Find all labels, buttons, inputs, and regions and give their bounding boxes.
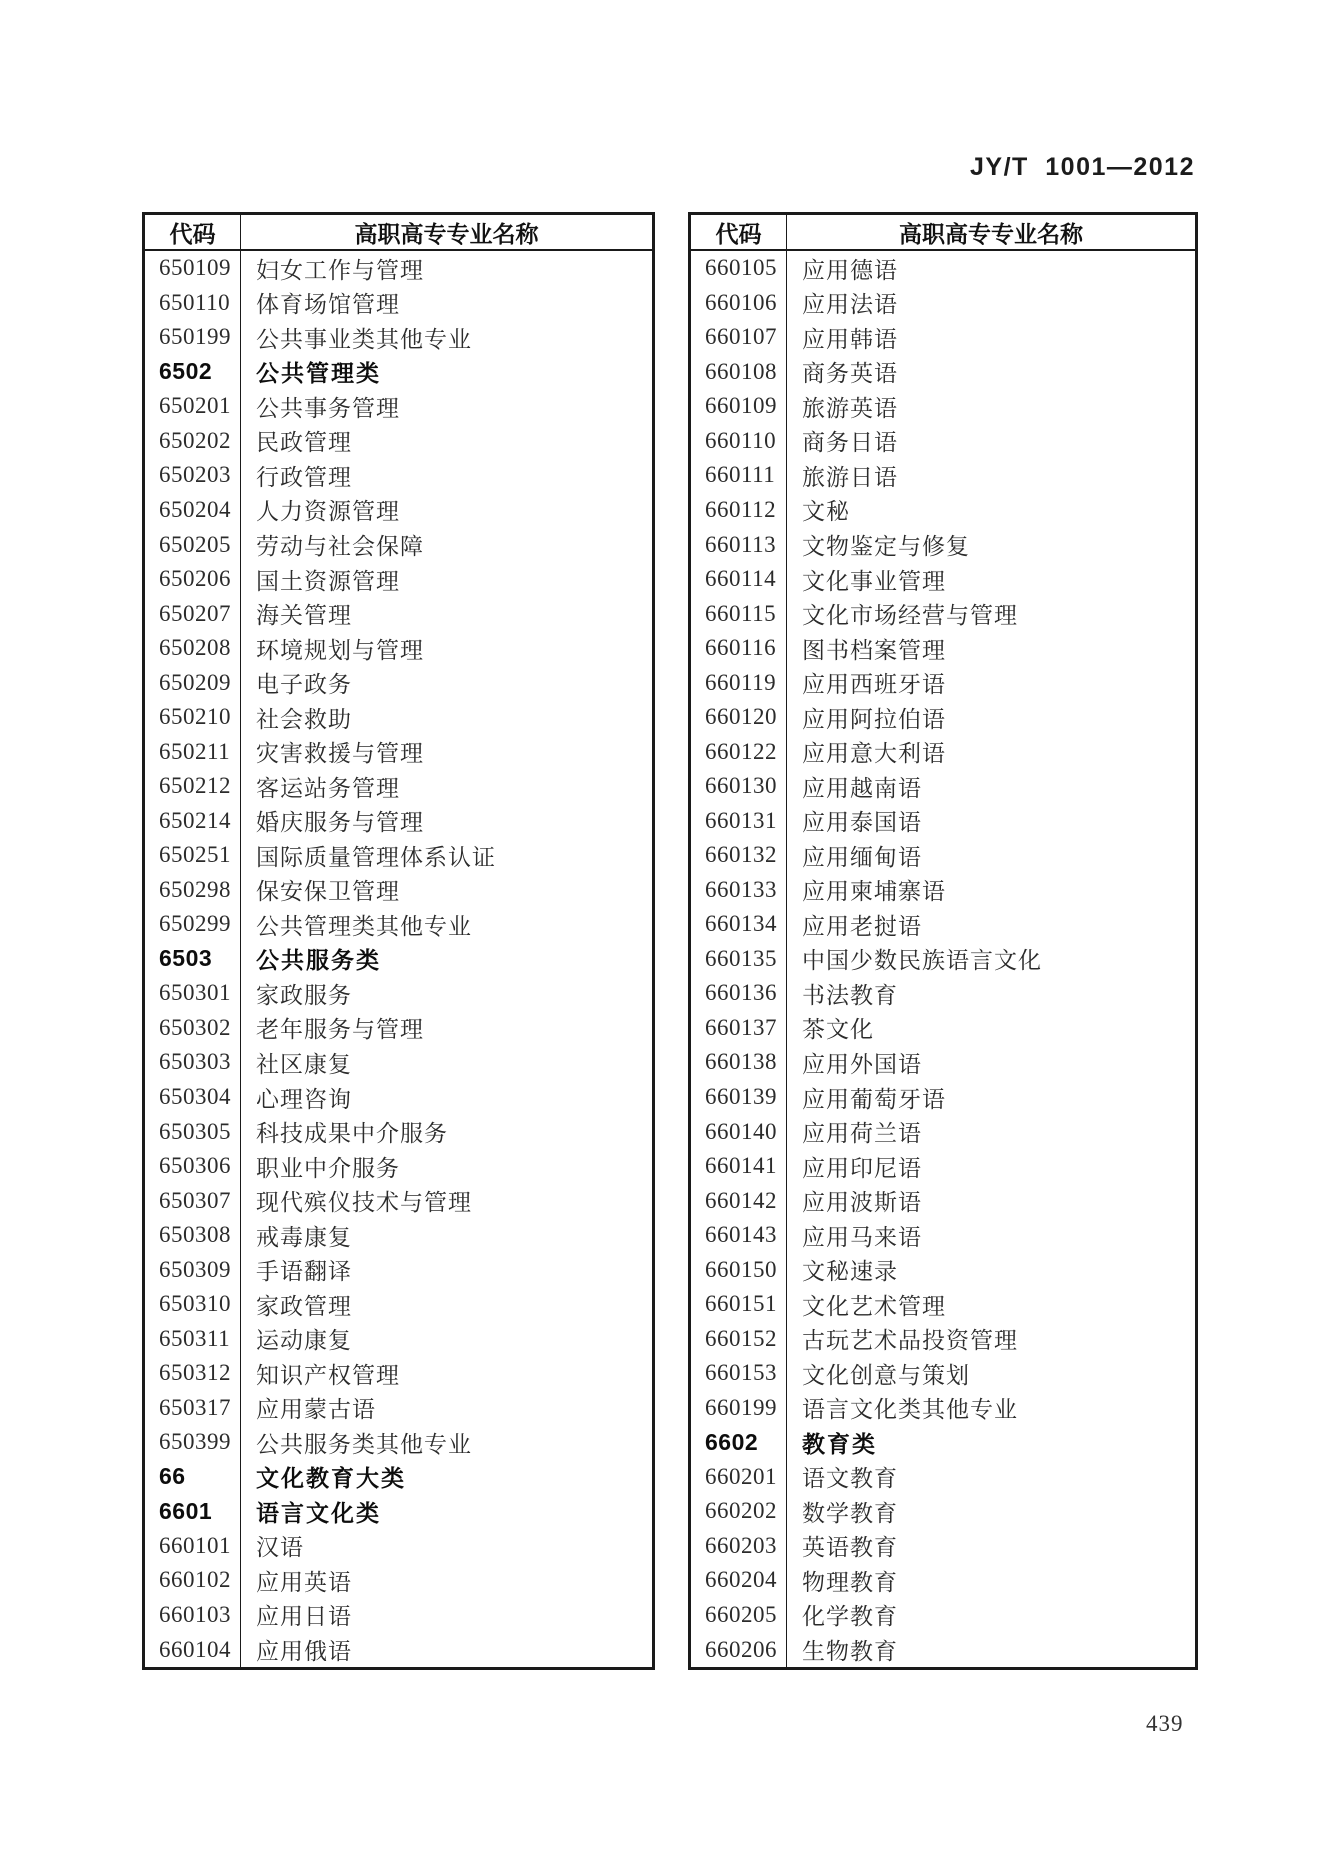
table-row: [691, 769, 1195, 804]
row-code: 660136: [691, 976, 787, 1011]
table-row: [145, 1287, 652, 1322]
row-code: 650317: [145, 1391, 241, 1426]
row-code: 650301: [145, 976, 241, 1011]
row-code: 660204: [691, 1563, 787, 1598]
table-row: [145, 1632, 652, 1667]
row-code: 660105: [691, 251, 787, 286]
row-name: 应用缅甸语: [802, 844, 922, 870]
table-row: [145, 1080, 652, 1115]
row-code: 650299: [145, 907, 241, 942]
row-name: 社会救助: [256, 706, 352, 732]
left-table-header: [145, 215, 652, 251]
table-row: [145, 320, 652, 355]
row-name: 灾害救援与管理: [256, 741, 424, 767]
table-row: [145, 355, 652, 390]
table-row: [145, 458, 652, 493]
row-name: 语文教育: [802, 1466, 898, 1492]
row-name: 电子政务: [256, 672, 352, 698]
row-name: 环境规划与管理: [256, 637, 424, 663]
row-name: 应用西班牙语: [802, 672, 946, 698]
row-code: 660108: [691, 355, 787, 390]
row-code: 650199: [145, 320, 241, 355]
row-code: 650212: [145, 769, 241, 804]
table-row: [145, 1563, 652, 1598]
table-row: [691, 1425, 1195, 1460]
table-row: [145, 734, 652, 769]
table-row: [145, 1114, 652, 1149]
row-name: 公共服务类: [256, 947, 381, 974]
table-row: [691, 1391, 1195, 1426]
right-table: [688, 212, 1198, 1670]
row-name: 物理教育: [802, 1569, 898, 1595]
row-name: 应用外国语: [802, 1051, 922, 1077]
row-name: 应用法语: [802, 292, 898, 318]
row-code: 660119: [691, 665, 787, 700]
row-name: 公共管理类其他专业: [256, 913, 472, 939]
row-code: 650303: [145, 1045, 241, 1080]
row-code: 660116: [691, 631, 787, 666]
table-row: [145, 562, 652, 597]
table-row: [145, 907, 652, 942]
table-row: [145, 1598, 652, 1633]
row-code: 650311: [145, 1321, 241, 1356]
row-code: 660132: [691, 838, 787, 873]
table-row: [691, 804, 1195, 839]
table-row: [145, 286, 652, 321]
row-code: 650204: [145, 493, 241, 528]
row-code: 650302: [145, 1011, 241, 1046]
row-name: 应用葡萄牙语: [802, 1086, 946, 1112]
row-name: 应用阿拉伯语: [802, 706, 946, 732]
row-name: 应用德语: [802, 257, 898, 283]
table-row: [145, 1183, 652, 1218]
right-table-header-name: 高职高专专业名称: [899, 220, 1083, 247]
left-table-header-name: 高职高专专业名称: [354, 220, 539, 247]
right-table-header: [691, 215, 1195, 251]
row-code: 6503: [145, 942, 241, 977]
row-code: 660137: [691, 1011, 787, 1046]
row-name: 应用荷兰语: [802, 1121, 922, 1147]
row-code: 660151: [691, 1287, 787, 1322]
table-row: [145, 976, 652, 1011]
table-row: [145, 1529, 652, 1564]
row-code: 660131: [691, 804, 787, 839]
row-code: 660111: [691, 458, 787, 493]
row-name: 科技成果中介服务: [256, 1121, 448, 1147]
row-name: 中国少数民族语言文化: [802, 948, 1042, 974]
row-name: 应用马来语: [802, 1224, 922, 1250]
table-row: [145, 1494, 652, 1529]
row-name: 茶文化: [802, 1017, 874, 1043]
row-code: 650312: [145, 1356, 241, 1391]
row-name: 语言文化类: [256, 1499, 381, 1526]
table-row: [691, 631, 1195, 666]
row-code: 650307: [145, 1183, 241, 1218]
row-name: 应用意大利语: [802, 741, 946, 767]
table-row: [691, 1045, 1195, 1080]
table-row: [691, 976, 1195, 1011]
row-name: 行政管理: [256, 464, 352, 490]
table-row: [691, 1529, 1195, 1564]
row-name: 应用日语: [256, 1604, 352, 1630]
table-row: [145, 527, 652, 562]
row-code: 650109: [145, 251, 241, 286]
row-name: 文化教育大类: [256, 1465, 406, 1492]
table-row: [691, 1563, 1195, 1598]
row-name: 旅游日语: [802, 464, 898, 490]
row-name: 应用俄语: [256, 1639, 352, 1665]
table-row: [691, 734, 1195, 769]
row-code: 6601: [145, 1494, 241, 1529]
row-code: 660102: [145, 1563, 241, 1598]
table-row: [691, 942, 1195, 977]
row-code: 650211: [145, 734, 241, 769]
row-code: 660202: [691, 1494, 787, 1529]
row-code: 650304: [145, 1080, 241, 1115]
row-name: 应用蒙古语: [256, 1397, 376, 1423]
table-row: [145, 1218, 652, 1253]
row-name: 保安保卫管理: [256, 879, 400, 905]
row-name: 人力资源管理: [256, 499, 400, 525]
table-row: [145, 251, 652, 286]
table-row: [691, 458, 1195, 493]
row-code: 660130: [691, 769, 787, 804]
row-name: 应用柬埔寨语: [802, 879, 946, 905]
row-code: 650309: [145, 1252, 241, 1287]
table-row: [691, 1149, 1195, 1184]
table-row: [691, 838, 1195, 873]
row-name: 文化事业管理: [802, 568, 946, 594]
row-name: 应用韩语: [802, 326, 898, 352]
row-name: 家政服务: [256, 982, 352, 1008]
row-code: 660139: [691, 1080, 787, 1115]
table-row: [145, 665, 652, 700]
table-row: [691, 1598, 1195, 1633]
row-name: 手语翻译: [256, 1259, 352, 1285]
table-row: [691, 1218, 1195, 1253]
right-table-header-code: 代码: [691, 215, 787, 249]
row-name: 客运站务管理: [256, 775, 400, 801]
table-row: [691, 527, 1195, 562]
table-row: [145, 700, 652, 735]
row-code: 650208: [145, 631, 241, 666]
table-row: [691, 286, 1195, 321]
table-row: [145, 942, 652, 977]
row-name: 国际质量管理体系认证: [256, 844, 496, 870]
row-code: 660114: [691, 562, 787, 597]
row-code: 660101: [145, 1529, 241, 1564]
row-code: 660206: [691, 1632, 787, 1667]
row-code: 660201: [691, 1460, 787, 1495]
row-code: 660110: [691, 424, 787, 459]
row-code: 660153: [691, 1356, 787, 1391]
row-code: 660150: [691, 1252, 787, 1287]
table-row: [145, 769, 652, 804]
left-table-body: [145, 251, 652, 1667]
row-code: 650203: [145, 458, 241, 493]
table-row: [691, 1114, 1195, 1149]
row-name: 商务英语: [802, 361, 898, 387]
row-name: 应用波斯语: [802, 1190, 922, 1216]
row-name: 商务日语: [802, 430, 898, 456]
row-name: 应用英语: [256, 1569, 352, 1595]
row-name: 现代殡仪技术与管理: [256, 1190, 472, 1216]
row-code: 650110: [145, 286, 241, 321]
table-row: [145, 1149, 652, 1184]
row-code: 6602: [691, 1425, 787, 1460]
table-row: [145, 873, 652, 908]
table-row: [691, 1494, 1195, 1529]
table-row: [145, 1356, 652, 1391]
table-row: [691, 320, 1195, 355]
row-name: 体育场馆管理: [256, 292, 400, 318]
row-name: 语言文化类其他专业: [802, 1397, 1018, 1423]
row-code: 660134: [691, 907, 787, 942]
row-code: 660205: [691, 1598, 787, 1633]
row-name: 应用泰国语: [802, 810, 922, 836]
row-code: 660152: [691, 1321, 787, 1356]
row-name: 国土资源管理: [256, 568, 400, 594]
row-name: 文物鉴定与修复: [802, 534, 970, 560]
table-row: [691, 1183, 1195, 1218]
table-row: [691, 493, 1195, 528]
row-name: 古玩艺术品投资管理: [802, 1328, 1018, 1354]
row-name: 旅游英语: [802, 395, 898, 421]
row-code: 650298: [145, 873, 241, 908]
row-name: 婚庆服务与管理: [256, 810, 424, 836]
row-code: 660103: [145, 1598, 241, 1633]
table-row: [145, 424, 652, 459]
table-row: [691, 1252, 1195, 1287]
row-code: 660107: [691, 320, 787, 355]
row-name: 妇女工作与管理: [256, 257, 424, 283]
table-row: [691, 355, 1195, 390]
row-code: 660104: [145, 1632, 241, 1667]
row-code: 660203: [691, 1529, 787, 1564]
table-row: [145, 389, 652, 424]
row-name: 教育类: [802, 1430, 877, 1457]
row-name: 文化市场经营与管理: [802, 603, 1018, 629]
table-row: [691, 1080, 1195, 1115]
row-name: 海关管理: [256, 603, 352, 629]
table-row: [145, 1252, 652, 1287]
row-code: 650251: [145, 838, 241, 873]
table-row: [145, 1425, 652, 1460]
row-name: 公共事务管理: [256, 395, 400, 421]
row-code: 660109: [691, 389, 787, 424]
row-name: 劳动与社会保障: [256, 534, 424, 560]
table-row: [145, 1460, 652, 1495]
row-name: 家政管理: [256, 1293, 352, 1319]
row-code: 650310: [145, 1287, 241, 1322]
table-row: [691, 251, 1195, 286]
table-row: [691, 424, 1195, 459]
table-row: [691, 1287, 1195, 1322]
table-row: [145, 493, 652, 528]
right-table-body: [691, 251, 1195, 1667]
table-row: [691, 665, 1195, 700]
row-code: 660142: [691, 1183, 787, 1218]
row-code: 650202: [145, 424, 241, 459]
row-name: 戒毒康复: [256, 1224, 352, 1250]
row-code: 660141: [691, 1149, 787, 1184]
row-code: 650399: [145, 1425, 241, 1460]
table-row: [691, 1460, 1195, 1495]
page-number: 439: [1146, 1711, 1184, 1736]
row-code: 660106: [691, 286, 787, 321]
row-name: 应用印尼语: [802, 1155, 922, 1181]
table-row: [145, 804, 652, 839]
left-table: [142, 212, 655, 1670]
row-code: 650209: [145, 665, 241, 700]
row-code: 660115: [691, 596, 787, 631]
row-name: 职业中介服务: [256, 1155, 400, 1181]
table-row: [145, 838, 652, 873]
row-name: 生物教育: [802, 1639, 898, 1665]
table-row: [691, 562, 1195, 597]
doc-number: JY/T 1001—2012: [970, 153, 1195, 181]
row-name: 数学教育: [802, 1500, 898, 1526]
row-name: 老年服务与管理: [256, 1017, 424, 1043]
row-name: 英语教育: [802, 1535, 898, 1561]
row-code: 650210: [145, 700, 241, 735]
row-code: 650206: [145, 562, 241, 597]
table-row: [691, 1011, 1195, 1046]
row-code: 660135: [691, 942, 787, 977]
row-code: 650308: [145, 1218, 241, 1253]
row-name: 公共事业类其他专业: [256, 326, 472, 352]
table-row: [691, 389, 1195, 424]
row-code: 650305: [145, 1114, 241, 1149]
row-name: 书法教育: [802, 982, 898, 1008]
row-code: 660143: [691, 1218, 787, 1253]
row-name: 应用老挝语: [802, 913, 922, 939]
row-name: 文化创意与策划: [802, 1362, 970, 1388]
row-name: 文秘速录: [802, 1259, 898, 1285]
row-name: 心理咨询: [256, 1086, 352, 1112]
table-row: [691, 873, 1195, 908]
row-code: 660122: [691, 734, 787, 769]
row-name: 图书档案管理: [802, 637, 946, 663]
row-code: 650207: [145, 596, 241, 631]
row-name: 知识产权管理: [256, 1362, 400, 1388]
table-row: [145, 631, 652, 666]
table-row: [145, 596, 652, 631]
table-row: [691, 700, 1195, 735]
row-name: 民政管理: [256, 430, 352, 456]
table-row: [145, 1011, 652, 1046]
left-table-header-code: 代码: [145, 215, 241, 249]
row-code: 650205: [145, 527, 241, 562]
row-name: 应用越南语: [802, 775, 922, 801]
table-row: [691, 1632, 1195, 1667]
row-code: 650201: [145, 389, 241, 424]
table-row: [145, 1045, 652, 1080]
table-row: [691, 907, 1195, 942]
row-code: 650306: [145, 1149, 241, 1184]
row-code: 660120: [691, 700, 787, 735]
row-name: 汉语: [256, 1535, 304, 1561]
table-row: [691, 1356, 1195, 1391]
row-code: 660133: [691, 873, 787, 908]
row-code: 660112: [691, 493, 787, 528]
row-code: 660140: [691, 1114, 787, 1149]
row-code: 6502: [145, 355, 241, 390]
row-name: 化学教育: [802, 1604, 898, 1630]
row-code: 66: [145, 1460, 241, 1495]
row-code: 650214: [145, 804, 241, 839]
row-name: 文化艺术管理: [802, 1293, 946, 1319]
row-name: 公共管理类: [256, 360, 381, 387]
table-row: [145, 1321, 652, 1356]
table-row: [145, 1391, 652, 1426]
row-code: 660113: [691, 527, 787, 562]
row-name: 运动康复: [256, 1328, 352, 1354]
row-name: 公共服务类其他专业: [256, 1431, 472, 1457]
table-row: [691, 596, 1195, 631]
table-row: [691, 1321, 1195, 1356]
row-code: 660199: [691, 1391, 787, 1426]
row-name: 文秘: [802, 499, 850, 525]
row-code: 660138: [691, 1045, 787, 1080]
row-name: 社区康复: [256, 1051, 352, 1077]
